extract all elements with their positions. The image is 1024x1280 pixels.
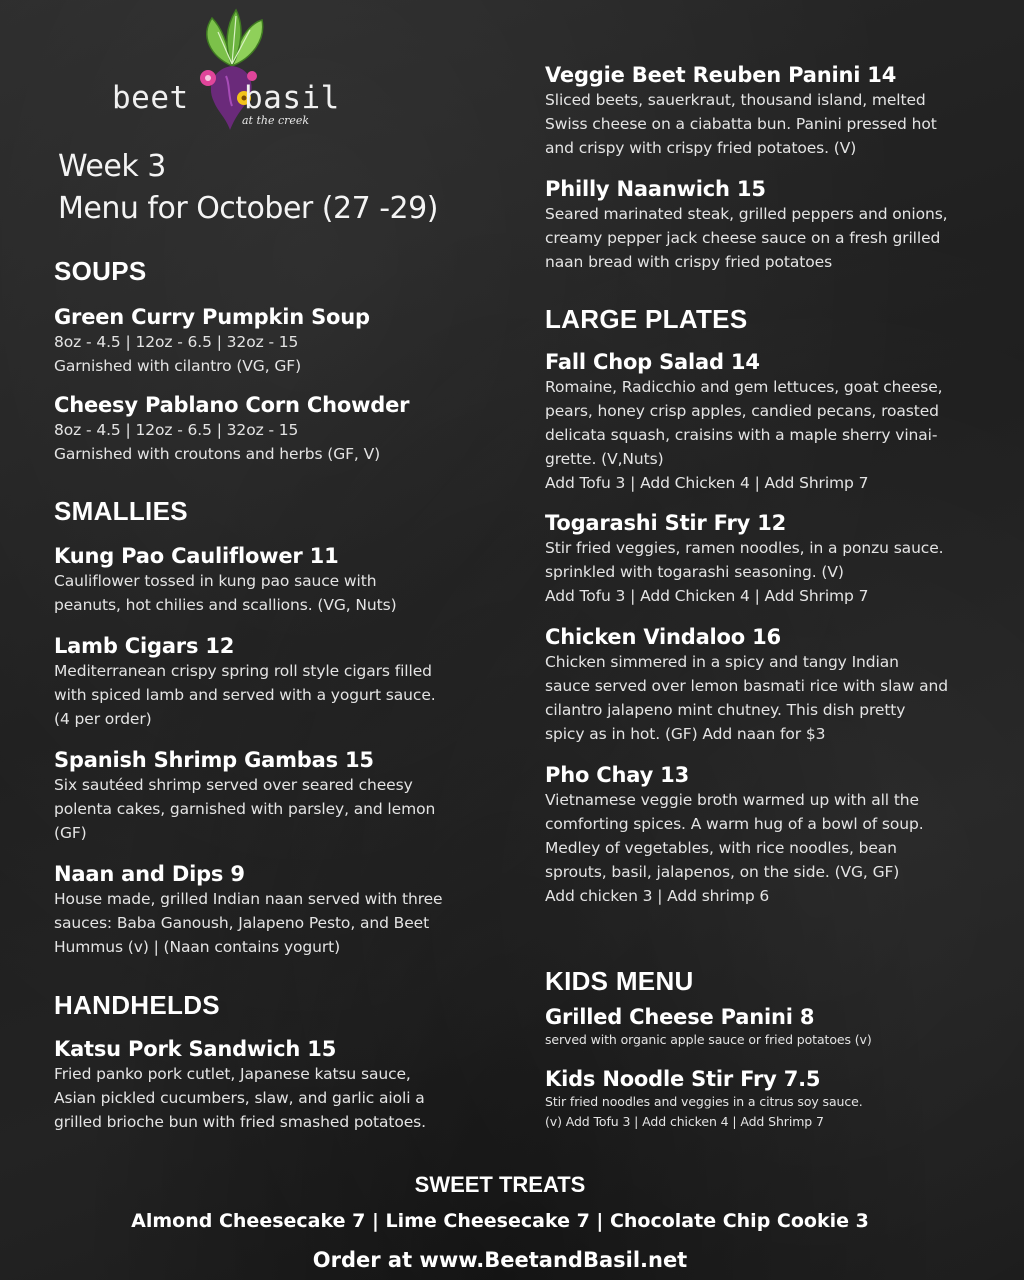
item-line: Romaine, Radicchio and gem lettuces, goat cheese, <box>545 378 943 396</box>
item-line: Vietnamese veggie broth warmed up with all the <box>545 791 919 809</box>
item-line: spicy as in hot. (GF) Add naan for $3 <box>545 725 826 743</box>
item-name: Spanish Shrimp Gambas 15 <box>54 748 374 772</box>
item-line: Add chicken 3 | Add shrimp 6 <box>545 887 770 905</box>
item-name: Togarashi Stir Fry 12 <box>545 511 787 535</box>
item-line: Chicken simmered in a spicy and tangy Indian <box>545 653 899 671</box>
item-line: Seared marinated steak, grilled peppers and onions, <box>545 205 948 223</box>
item-line: Garnished with cilantro (VG, GF) <box>54 357 302 375</box>
item-line: sauces: Baba Ganoush, Jalapeno Pesto, and Beet <box>54 914 430 932</box>
item-line: Stir fried noodles and veggies in a citrus soy sauce. <box>545 1094 863 1109</box>
order-website: Order at www.BeetandBasil.net <box>312 1248 688 1272</box>
item-name: Green Curry Pumpkin Soup <box>54 305 370 329</box>
menu-item <box>545 349 995 495</box>
section-title-soups: SOUPS <box>54 256 147 286</box>
week-label: Week 3 <box>58 149 166 184</box>
item-line: Mediterranean crispy spring roll style cigars filled <box>54 662 432 680</box>
menu-item <box>54 304 494 378</box>
item-line: Swiss cheese on a ciabatta bun. Panini pressed hot <box>545 115 937 133</box>
item-name: Kung Pao Cauliflower 11 <box>54 544 339 568</box>
menu-item <box>54 1036 494 1134</box>
logo-word-beet: beet <box>112 80 189 116</box>
menu-item <box>545 176 995 274</box>
brand-logo <box>110 6 360 130</box>
item-name: Pho Chay 13 <box>545 763 689 787</box>
item-line: Medley of vegetables, with rice noodles, bean <box>545 839 897 857</box>
section-title-sweet-treats: SWEET TREATS <box>414 1172 586 1197</box>
menu-item <box>545 762 995 908</box>
item-line: grilled brioche bun with fried smashed potatoes. <box>54 1113 426 1131</box>
item-line: (GF) <box>54 824 87 842</box>
menu-item <box>54 392 494 466</box>
item-name: Katsu Pork Sandwich 15 <box>54 1037 337 1061</box>
item-line: Asian pickled cucumbers, slaw, and garlic aioli a <box>54 1089 425 1107</box>
sweet-treats-list: Almond Cheesecake 7 | Lime Cheesecake 7 | Chocolate Chip Cookie 3 <box>131 1210 869 1232</box>
menu-item <box>54 543 494 617</box>
menu-item <box>545 1004 995 1050</box>
item-line: served with organic apple sauce or fried potatoes (v) <box>545 1032 872 1047</box>
item-line: sauce served over lemon basmati rice with slaw and <box>545 677 948 695</box>
item-line: (4 per order) <box>54 710 152 728</box>
menu-item <box>545 510 995 608</box>
item-name: Fall Chop Salad 14 <box>545 350 760 374</box>
item-name: Naan and Dips 9 <box>54 862 245 886</box>
item-line: 8oz - 4.5 | 12oz - 6.5 | 32oz - 15 <box>54 333 299 351</box>
item-line: polenta cakes, garnished with parsley, and lemon <box>54 800 436 818</box>
item-line: comforting spices. A warm hug of a bowl of soup. <box>545 815 924 833</box>
section-title-kids-menu: KIDS MENU <box>545 966 694 996</box>
item-line: grette. (V,Nuts) <box>545 450 664 468</box>
item-line: Garnished with croutons and herbs (GF, V) <box>54 445 381 463</box>
section-title-large-plates: LARGE PLATES <box>545 304 748 334</box>
item-line: Cauliflower tossed in kung pao sauce with <box>54 572 377 590</box>
item-line: 8oz - 4.5 | 12oz - 6.5 | 32oz - 15 <box>54 421 299 439</box>
menu-item <box>545 62 995 160</box>
item-name: Chicken Vindaloo 16 <box>545 625 781 649</box>
item-name: Lamb Cigars 12 <box>54 634 235 658</box>
item-line: Six sautéed shrimp served over seared cheesy <box>54 776 413 794</box>
item-line: sprouts, basil, jalapenos, on the side. (VG, GF) <box>545 863 900 881</box>
item-name: Philly Naanwich 15 <box>545 177 766 201</box>
menu-item <box>545 624 995 746</box>
item-line: sprinkled with togarashi seasoning. (V) <box>545 563 844 581</box>
logo-tagline: at the creek <box>242 114 310 127</box>
menu-dates: Menu for October (27 -29) <box>58 191 438 226</box>
section-title-smallies: SMALLIES <box>54 496 188 526</box>
item-line: pears, honey crisp apples, candied pecans, roasted <box>545 402 939 420</box>
item-line: (v) Add Tofu 3 | Add chicken 4 | Add Shrimp 7 <box>545 1114 824 1129</box>
item-line: Add Tofu 3 | Add Chicken 4 | Add Shrimp 7 <box>545 587 869 605</box>
menu-heading <box>58 146 438 230</box>
item-line: peanuts, hot chilies and scallions. (VG, Nuts) <box>54 596 397 614</box>
item-line: Sliced beets, sauerkraut, thousand island, melted <box>545 91 926 109</box>
item-name: Kids Noodle Stir Fry 7.5 <box>545 1067 821 1091</box>
item-line: cilantro jalapeno mint chutney. This dish pretty <box>545 701 906 719</box>
item-line: and crispy with crispy fried potatoes. (V) <box>545 139 857 157</box>
item-line: Hummus (v) | (Naan contains yogurt) <box>54 938 341 956</box>
menu-item <box>54 633 494 731</box>
item-name: Cheesy Pablano Corn Chowder <box>54 393 410 417</box>
menu-item <box>545 1066 995 1132</box>
item-line: Fried panko pork cutlet, Japanese katsu sauce, <box>54 1065 411 1083</box>
section-title-handhelds: HANDHELDS <box>54 990 220 1020</box>
menu-item <box>54 861 494 959</box>
item-line: Add Tofu 3 | Add Chicken 4 | Add Shrimp 7 <box>545 474 869 492</box>
item-name: Grilled Cheese Panini 8 <box>545 1005 815 1029</box>
item-line: delicata squash, craisins with a maple sherry vinai- <box>545 426 938 444</box>
item-line: creamy pepper jack cheese sauce on a fresh grilled <box>545 229 941 247</box>
item-line: naan bread with crispy fried potatoes <box>545 253 833 271</box>
item-line: with spiced lamb and served with a yogurt sauce. <box>54 686 436 704</box>
menu-item <box>54 747 494 845</box>
item-line: Stir fried veggies, ramen noodles, in a ponzu sauce. <box>545 539 944 557</box>
item-name: Veggie Beet Reuben Panini 14 <box>545 63 897 87</box>
item-line: House made, grilled Indian naan served with three <box>54 890 443 908</box>
logo-word-basil: basil <box>244 80 340 116</box>
